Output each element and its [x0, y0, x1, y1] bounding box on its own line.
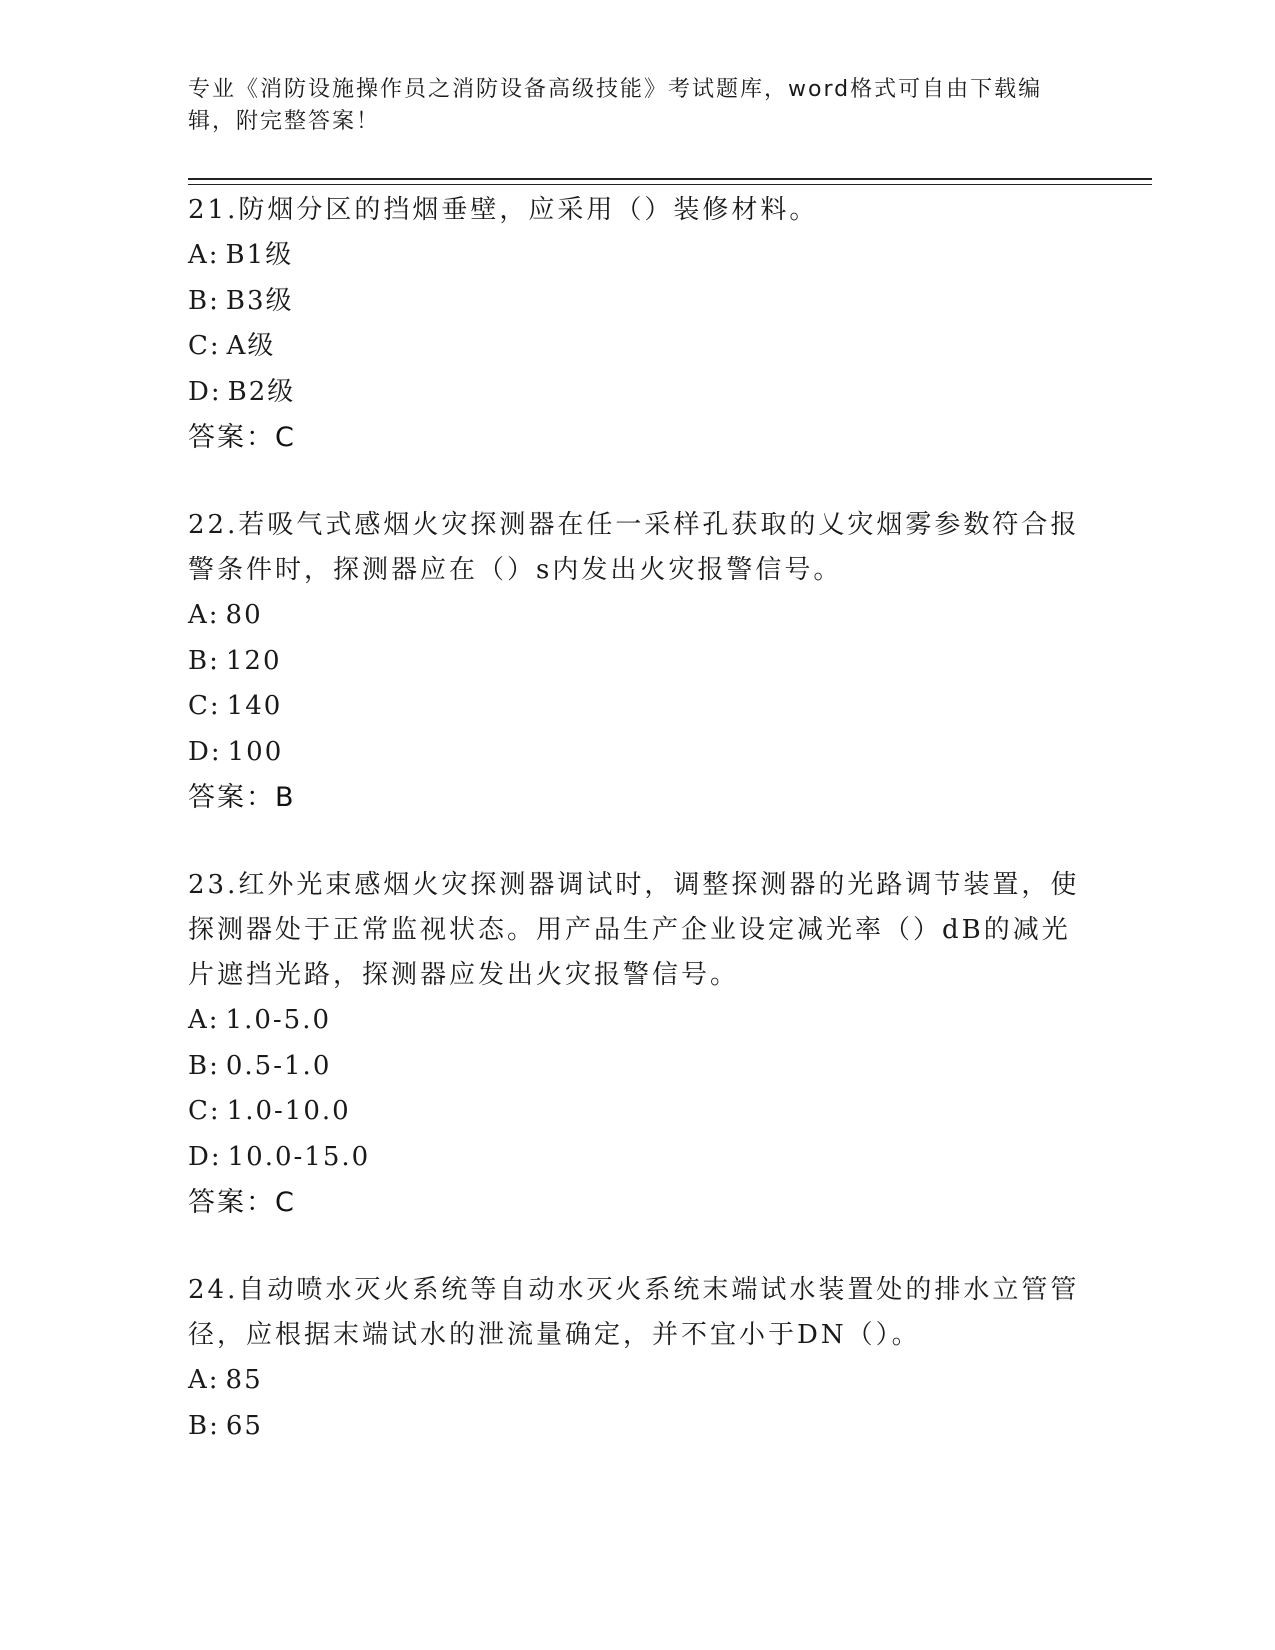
option-b — [188, 639, 1088, 685]
option-letter: B: — [188, 1410, 220, 1441]
question-stem: 21.防烟分区的挡烟垂壁，应采用（）装修材料。 — [188, 195, 819, 225]
question-stem: 23.红外光束感烟火灾探测器调试时，调整探测器的光路调节装置，使探测器处于正常监视状态。用产品生产企业设定减光率（）dB的减光片遮挡光路，探测器应发出火灾报警信号。 — [188, 870, 1080, 990]
option-a — [188, 1358, 1088, 1404]
option-letter: D: — [188, 1141, 222, 1172]
option-a — [188, 593, 1088, 639]
question-24 — [188, 1268, 1088, 1449]
option-text: 140 — [226, 691, 283, 721]
option-b — [188, 279, 1088, 325]
question-22 — [188, 503, 1088, 821]
question-21 — [188, 188, 1088, 461]
option-b — [188, 1044, 1088, 1090]
option-letter: A: — [188, 1365, 220, 1395]
option-c — [188, 324, 1088, 370]
option-text: B3级 — [225, 285, 294, 316]
option-text: 100 — [227, 736, 284, 767]
option-c — [188, 1089, 1088, 1135]
option-a — [188, 233, 1088, 279]
option-letter: C: — [188, 1096, 221, 1126]
option-a — [188, 998, 1088, 1044]
option-letter: C: — [188, 331, 221, 361]
header-divider-thin — [188, 184, 1152, 185]
option-text: 85 — [225, 1365, 263, 1395]
option-letter: A: — [188, 1005, 220, 1035]
option-text: 1.0-5.0 — [225, 1005, 332, 1035]
question-23 — [188, 863, 1088, 1226]
option-text: 10.0-15.0 — [227, 1141, 371, 1172]
option-letter: D: — [188, 736, 222, 767]
option-letter: C: — [188, 691, 221, 721]
answer-line: 答案：B — [188, 782, 296, 813]
option-c — [188, 684, 1088, 730]
page-header: 专业《消防设施操作员之消防设备高级技能》考试题库，word格式可自由下载编辑，附完整答案！ — [188, 77, 1043, 134]
option-letter: A: — [188, 600, 220, 630]
option-b — [188, 1404, 1088, 1450]
question-stem: 22.若吸气式感烟火灾探测器在任一采样孔获取的乂灾烟雾参数符合报警条件时，探测器应在（）s内发出火灾报警信号。 — [188, 510, 1080, 585]
header-divider — [188, 178, 1152, 180]
question-list — [188, 188, 1088, 1491]
option-text: 1.0-10.0 — [226, 1096, 351, 1126]
option-letter: B: — [188, 645, 220, 676]
option-letter: A: — [188, 240, 220, 270]
option-text: 65 — [225, 1410, 263, 1441]
answer-line: 答案：C — [188, 1187, 296, 1218]
option-d — [188, 370, 1088, 416]
option-text: B2级 — [227, 376, 296, 407]
question-stem: 24.自动喷水灭火系统等自动水灭火系统末端试水装置处的排水立管管径，应根据末端试水的泄流量确定，并不宜小于DN（）。 — [188, 1275, 1080, 1350]
option-d — [188, 1135, 1088, 1181]
option-letter: B: — [188, 285, 220, 316]
option-text: B1级 — [225, 240, 294, 270]
option-letter: B: — [188, 1050, 220, 1081]
answer-line: 答案：C — [188, 422, 296, 453]
option-text: 80 — [225, 600, 263, 630]
option-text: 120 — [225, 645, 282, 676]
option-d — [188, 730, 1088, 776]
option-letter: D: — [188, 376, 222, 407]
option-text: 0.5-1.0 — [225, 1050, 332, 1081]
option-text: A级 — [226, 331, 276, 361]
